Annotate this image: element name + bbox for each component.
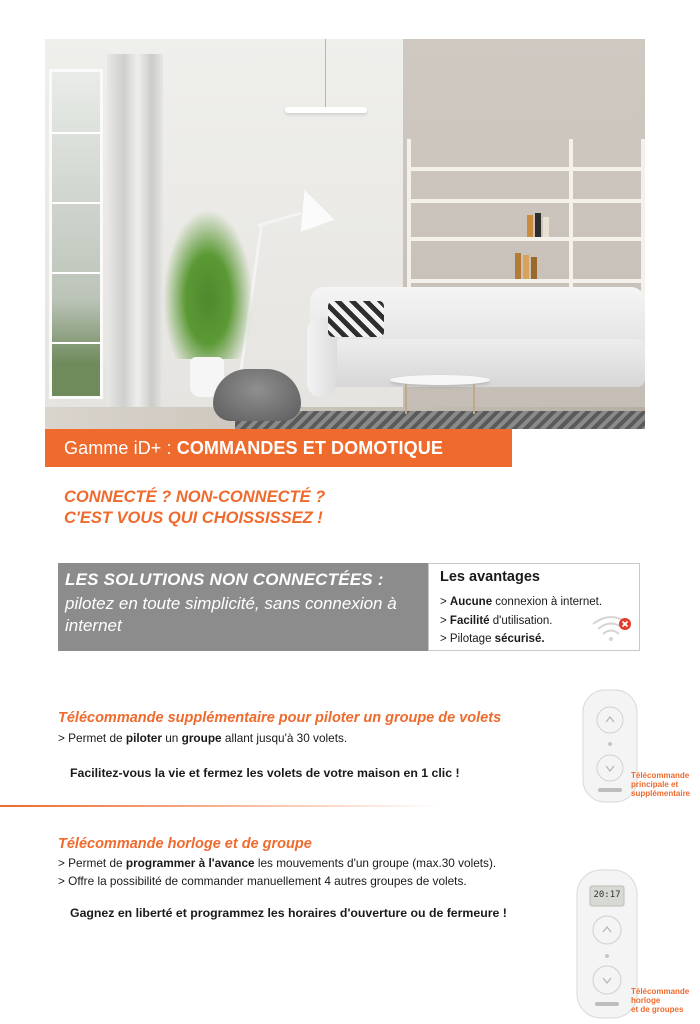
headline: CONNECTÉ ? NON-CONNECTÉ ? C'EST VOUS QUI CHOISSISSEZ !	[64, 488, 326, 527]
remote2-caption: Télécommande horloge et de groupes	[631, 987, 690, 1014]
product1-tagline: Facilitez-vous la vie et fermez les volets de votre maison en 1 clic !	[70, 766, 460, 780]
product2-tagline: Gagnez en liberté et programmez les horaires d'ouverture ou de fermeure !	[70, 906, 507, 920]
product1-title: Télécommande supplémentaire pour piloter un groupe de volets	[58, 710, 502, 726]
hero-living-room-image	[45, 39, 645, 429]
wifi-off-icon	[589, 610, 633, 646]
advantages-list	[440, 593, 602, 649]
ceiling-lamp	[285, 107, 367, 113]
pouf	[213, 369, 301, 421]
solutions-banner	[58, 563, 428, 651]
remote-clock-display: 20:17	[593, 890, 621, 900]
product2-title: Télécommande horloge et de groupe	[58, 836, 312, 852]
window	[49, 69, 103, 399]
range-title: Gamme iD+ : COMMANDES ET DOMOTIQUE	[64, 438, 443, 458]
product1-description: > Permet de piloter un groupe allant jusqu'à 30 volets.	[58, 731, 348, 745]
advantage-item: > Facilité d'utilisation.	[440, 614, 553, 627]
solutions-title: LES SOLUTIONS NON CONNECTÉES :	[65, 570, 384, 589]
plant	[163, 209, 253, 359]
advantage-item: > Pilotage sécurisé.	[440, 633, 545, 645]
solutions-subtitle: pilotez en toute simplicité, sans connexion à internet	[65, 594, 397, 635]
advantage-item: > Aucune connexion à internet.	[440, 596, 603, 608]
product2-description-1: > Permet de programmer à l'avance les mouvements d'un groupe (max.30 volets).	[58, 856, 497, 870]
product2-description-2: > Offre la possibilité de commander manuellement 4 autres groupes de volets.	[58, 874, 467, 888]
cushion	[328, 301, 384, 337]
advantages-box	[428, 563, 640, 651]
advantages-title: Les avantages	[440, 569, 540, 585]
range-title-band	[45, 429, 512, 467]
curtain	[107, 54, 163, 414]
remote1-caption: Télécommande principale et supplémentaire	[631, 771, 691, 798]
section-divider	[0, 805, 440, 807]
